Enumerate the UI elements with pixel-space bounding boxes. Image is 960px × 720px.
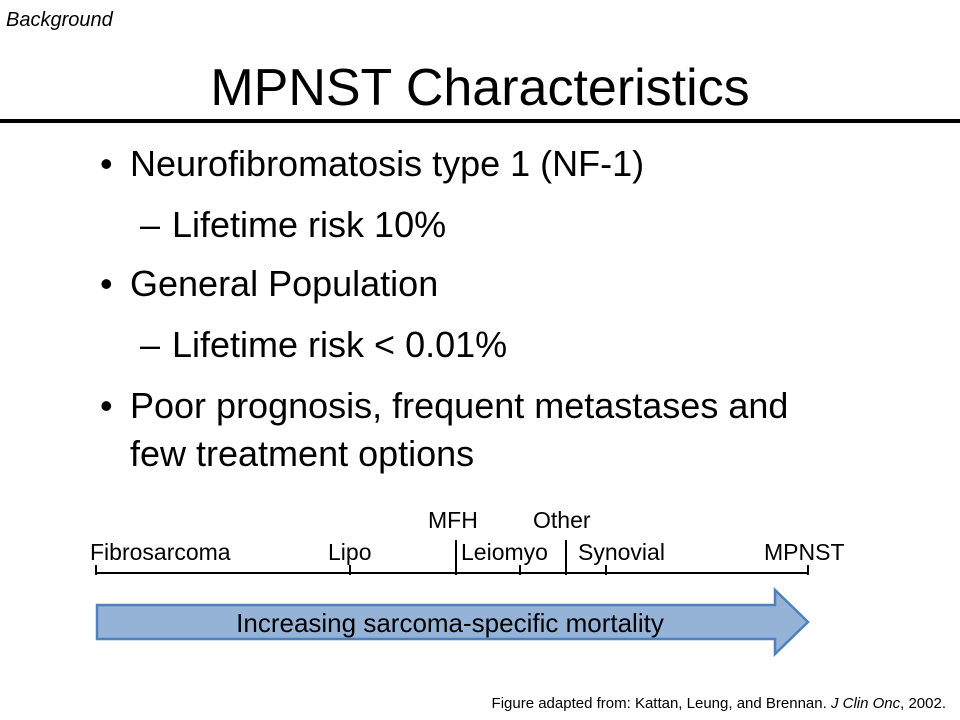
slide-title: MPNST Characteristics — [210, 59, 750, 117]
scale-label-lipo: Lipo — [328, 539, 372, 565]
citation — [492, 694, 946, 714]
section-tag: Background — [6, 9, 113, 31]
citation-prefix: Figure adapted from: Kattan, Leung, and Brennan. — [491, 695, 831, 712]
sub-bullet-text: Lifetime risk < 0.01% — [172, 324, 508, 365]
scale-label-synovial: Synovial — [578, 539, 665, 565]
bullet-marker: • — [100, 143, 113, 184]
bullet-marker: • — [100, 263, 113, 304]
bullet-text: General Population — [130, 263, 439, 304]
scale-axis — [96, 540, 808, 575]
arrow-label: Increasing sarcoma-specific mortality — [236, 608, 664, 638]
scale-label-mpnst: MPNST — [764, 539, 845, 565]
scale-label-mfh: MFH — [428, 507, 478, 533]
scale-label-leiomyo: Leiomyo — [461, 539, 548, 565]
sub-bullet-text: Lifetime risk 10% — [172, 204, 447, 245]
citation-journal: J Clin Onc — [830, 695, 901, 712]
scale-label-fibrosarcoma: Fibrosarcoma — [90, 539, 231, 565]
scale-label-other: Other — [533, 507, 591, 533]
sub-bullet-marker: – — [140, 204, 161, 245]
bullet-text-continuation: few treatment options — [130, 433, 475, 474]
citation-suffix: , 2002. — [900, 695, 946, 712]
sub-bullet-marker: – — [140, 324, 161, 365]
bullet-marker: • — [100, 385, 113, 426]
bullet-text: Neurofibromatosis type 1 (NF-1) — [130, 143, 645, 184]
bullet-text: Poor prognosis, frequent metastases and — [130, 385, 789, 426]
